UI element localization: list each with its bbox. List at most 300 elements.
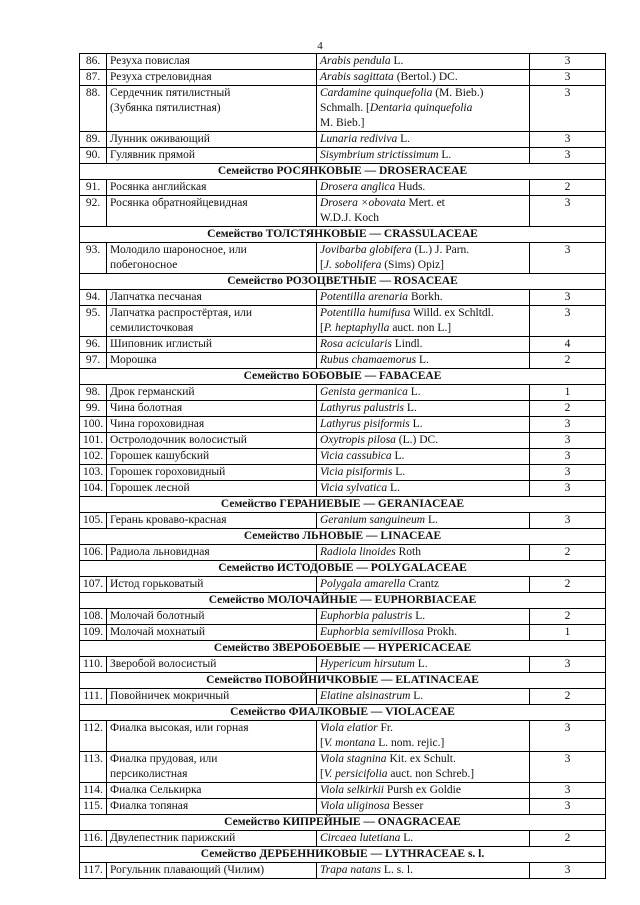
latin-name-cell — [317, 465, 530, 481]
row-number: 90. — [80, 148, 107, 164]
author: Borkh. — [408, 291, 443, 303]
family-label: Семейство ЛЬНОВЫЕ — LINACEAE — [80, 529, 606, 545]
species-row — [80, 86, 606, 132]
latin-name-cell — [317, 337, 530, 353]
author: L. — [412, 610, 426, 622]
author: L. — [397, 133, 410, 145]
latin-name-cell — [317, 783, 530, 799]
latin-name: Vicia sylvatica — [320, 482, 388, 494]
synonym-author: auct. non Schreb.] — [387, 768, 475, 780]
synonym-latin: Dentaria quinquefolia — [369, 102, 473, 114]
latin-name-cell — [317, 54, 530, 70]
status-category: 2 — [530, 689, 606, 705]
synonym-author: auct. non L.] — [389, 322, 452, 334]
status-category: 3 — [530, 657, 606, 673]
species-row — [80, 513, 606, 529]
author: (Bertol.) DC. — [393, 71, 458, 83]
row-number: 114. — [80, 783, 107, 799]
author: (M. Bieb.) — [432, 87, 484, 99]
author: L. — [425, 514, 438, 526]
species-row — [80, 863, 606, 879]
latin-name-cell — [317, 609, 530, 625]
latin-name: Vicia cassubica — [320, 450, 392, 462]
russian-name-cell — [107, 148, 317, 164]
species-row — [80, 783, 606, 799]
status-category: 3 — [530, 306, 606, 337]
russian-name-cell — [107, 433, 317, 449]
row-number: 101. — [80, 433, 107, 449]
row-number: 96. — [80, 337, 107, 353]
row-number: 102. — [80, 449, 107, 465]
row-number: 95. — [80, 306, 107, 337]
russian-name: Дрок германский — [110, 386, 195, 398]
status-category: 2 — [530, 401, 606, 417]
russian-name: Лапчатка распростёртая, или — [110, 307, 253, 319]
status-category: 3 — [530, 148, 606, 164]
russian-name-cell — [107, 783, 317, 799]
row-number: 106. — [80, 545, 107, 561]
species-row — [80, 306, 606, 337]
author: L. s. l. — [381, 864, 413, 876]
latin-name: Genista germanica — [320, 386, 408, 398]
species-row — [80, 657, 606, 673]
latin-name-cell — [317, 417, 530, 433]
row-number: 108. — [80, 609, 107, 625]
author: (L.) J. Parn. — [411, 244, 470, 256]
russian-name-cell — [107, 545, 317, 561]
latin-name: Geranium sanguineum — [320, 514, 426, 526]
latin-name-cell — [317, 831, 530, 847]
synonym-author: M. Bieb.] — [320, 117, 365, 129]
latin-name-cell — [317, 290, 530, 306]
latin-name: Viola selkirkii — [320, 784, 384, 796]
russian-name-cell — [107, 609, 317, 625]
russian-name-cont: (Зубянка пятилистная) — [110, 102, 221, 114]
status-category: 3 — [530, 863, 606, 879]
latin-name-cell — [317, 752, 530, 783]
family-header-row — [80, 369, 606, 385]
russian-name-cell — [107, 863, 317, 879]
latin-name: Viola uliginosa — [320, 800, 390, 812]
latin-name: Polygala amarella — [320, 578, 406, 590]
family-label: Семейство КИПРЕЙНЫЕ — ONAGRACEAE — [80, 815, 606, 831]
russian-name: Фиалка прудовая, или — [110, 753, 218, 765]
russian-name-cell — [107, 799, 317, 815]
latin-name: Euphorbia semivillosa — [320, 626, 424, 638]
status-category: 2 — [530, 353, 606, 369]
author: Willd. ex Schltdl. — [410, 307, 494, 319]
latin-name: Lathyrus palustris — [320, 402, 405, 414]
author: Roth — [395, 546, 421, 558]
russian-name-cell — [107, 243, 317, 274]
family-header-row — [80, 641, 606, 657]
russian-name-cell — [107, 831, 317, 847]
row-number: 98. — [80, 385, 107, 401]
row-number: 100. — [80, 417, 107, 433]
russian-name: Двулепестник парижский — [110, 832, 236, 844]
row-number: 111. — [80, 689, 107, 705]
russian-name: Фиалка топяная — [110, 800, 189, 812]
synonym: [V. persicifolia auct. non Schreb.] — [320, 768, 475, 780]
author: Crantz — [405, 578, 440, 590]
russian-name: Морошка — [110, 354, 157, 366]
latin-name-cell — [317, 513, 530, 529]
species-row — [80, 799, 606, 815]
russian-name-cell — [107, 86, 317, 132]
family-label: Семейство ЗВЕРОБОЕВЫЕ — HYPERICACEAE — [80, 641, 606, 657]
author: L. — [404, 402, 417, 414]
row-number: 112. — [80, 721, 107, 752]
latin-name-cell — [317, 385, 530, 401]
status-category: 3 — [530, 721, 606, 752]
russian-name-cell — [107, 180, 317, 196]
species-row — [80, 433, 606, 449]
synonym: [V. montana L. nom. rejic.] — [320, 737, 445, 749]
russian-name-cell — [107, 721, 317, 752]
status-category: 3 — [530, 433, 606, 449]
synonym-latin: V. montana — [323, 737, 376, 749]
russian-name: Остролодочник волосистый — [110, 434, 247, 446]
russian-name: Радиола льновидная — [110, 546, 210, 558]
russian-name-cell — [107, 513, 317, 529]
russian-name-cell — [107, 449, 317, 465]
latin-name-cell — [317, 863, 530, 879]
latin-name-cell — [317, 86, 530, 132]
family-label: Семейство РОЗОЦВЕТНЫЕ — ROSACEAE — [80, 274, 606, 290]
species-row — [80, 577, 606, 593]
author: L. — [387, 482, 400, 494]
latin-name: Rubus chamaemorus — [320, 354, 417, 366]
species-row — [80, 465, 606, 481]
row-number: 115. — [80, 799, 107, 815]
family-label: Семейство РОСЯНКОВЫЕ — DROSERACEAE — [80, 164, 606, 180]
species-row — [80, 752, 606, 783]
russian-name: Истод горьковатый — [110, 578, 204, 590]
species-row — [80, 353, 606, 369]
russian-name: Молочай мохнатый — [110, 626, 206, 638]
russian-name: Рогульник плавающий (Чилим) — [110, 864, 265, 876]
author: Huds. — [395, 181, 426, 193]
status-category: 3 — [530, 243, 606, 274]
author-cont: W.D.J. Koch — [320, 212, 379, 224]
family-header-row — [80, 673, 606, 689]
latin-name: Arabis pendula — [320, 55, 391, 67]
russian-name: Резуха повислая — [110, 55, 190, 67]
russian-name: Молодило шароносное, или — [110, 244, 247, 256]
row-number: 109. — [80, 625, 107, 641]
family-header-row — [80, 847, 606, 863]
russian-name-cell — [107, 306, 317, 337]
status-category: 2 — [530, 545, 606, 561]
latin-name-cell — [317, 148, 530, 164]
latin-name: Cardamine quinquefolia — [320, 87, 433, 99]
species-row — [80, 54, 606, 70]
latin-name: Sisymbrium strictissimum — [320, 149, 439, 161]
family-label: Семейство ИСТОДОВЫЕ — POLYGALACEAE — [80, 561, 606, 577]
russian-name-cell — [107, 689, 317, 705]
status-category: 3 — [530, 86, 606, 132]
latin-name: Lathyrus pisiformis — [320, 418, 410, 430]
species-row — [80, 290, 606, 306]
latin-name: Circaea lutetiana — [320, 832, 401, 844]
synonym-latin: P. heptaphylla — [323, 322, 390, 334]
species-row — [80, 721, 606, 752]
status-category: 3 — [530, 465, 606, 481]
status-category: 2 — [530, 609, 606, 625]
synonym-latin: J. sobolifera — [323, 259, 382, 271]
russian-name-cell — [107, 752, 317, 783]
latin-name-cell — [317, 799, 530, 815]
status-category: 3 — [530, 70, 606, 86]
latin-name-cell — [317, 306, 530, 337]
row-number: 110. — [80, 657, 107, 673]
status-category: 3 — [530, 54, 606, 70]
latin-name-cell — [317, 625, 530, 641]
family-header-row — [80, 815, 606, 831]
latin-name: Viola elatior — [320, 722, 378, 734]
latin-name-cell — [317, 180, 530, 196]
status-category: 3 — [530, 783, 606, 799]
latin-name-cell — [317, 689, 530, 705]
species-row — [80, 417, 606, 433]
family-header-row — [80, 561, 606, 577]
latin-name: Arabis sagittata — [320, 71, 394, 83]
status-category: 3 — [530, 196, 606, 227]
family-header-row — [80, 497, 606, 513]
row-number: 88. — [80, 86, 107, 132]
latin-name-cell — [317, 243, 530, 274]
russian-name-cell — [107, 401, 317, 417]
russian-name-cell — [107, 54, 317, 70]
species-row — [80, 148, 606, 164]
row-number: 107. — [80, 577, 107, 593]
family-header-row — [80, 164, 606, 180]
author: Pursh ex Goldie — [383, 784, 461, 796]
species-row — [80, 70, 606, 86]
status-category: 3 — [530, 752, 606, 783]
status-category: 1 — [530, 625, 606, 641]
row-number: 89. — [80, 132, 107, 148]
russian-name: Герань кроваво-красная — [110, 514, 227, 526]
synonym: [J. sobolifera (Sims) Opiz] — [320, 259, 444, 271]
synonym: [P. heptaphylla auct. non L.] — [320, 322, 452, 334]
latin-name: Drosera ×obovata — [320, 197, 406, 209]
row-number: 116. — [80, 831, 107, 847]
row-number: 93. — [80, 243, 107, 274]
russian-name-cell — [107, 481, 317, 497]
russian-name: Резуха стреловидная — [110, 71, 212, 83]
russian-name: Сердечник пятилистный — [110, 87, 231, 99]
latin-name: Viola stagnina — [320, 753, 387, 765]
page-number: 4 — [317, 40, 323, 52]
russian-name-cell — [107, 385, 317, 401]
russian-name-cell — [107, 417, 317, 433]
species-row — [80, 689, 606, 705]
species-row — [80, 481, 606, 497]
species-row — [80, 243, 606, 274]
russian-name-cont: побегоносное — [110, 259, 178, 271]
status-category: 4 — [530, 337, 606, 353]
author: L. — [409, 418, 423, 430]
russian-name: Лапчатка песчаная — [110, 291, 202, 303]
russian-name-cell — [107, 577, 317, 593]
russian-name: Зверобой волосистый — [110, 658, 217, 670]
family-label: Семейство БОБОВЫЕ — FABACEAE — [80, 369, 606, 385]
row-number: 86. — [80, 54, 107, 70]
family-label: Семейство ГЕРАНИЕВЫЕ — GERANIACEAE — [80, 497, 606, 513]
latin-name: Potentilla arenaria — [320, 291, 409, 303]
latin-name-cell — [317, 196, 530, 227]
author: (L.) DC. — [395, 434, 439, 446]
status-category: 3 — [530, 417, 606, 433]
family-header-row — [80, 227, 606, 243]
family-header-row — [80, 593, 606, 609]
russian-name: Горошек кашубский — [110, 450, 210, 462]
family-header-row — [80, 274, 606, 290]
species-row — [80, 609, 606, 625]
species-row — [80, 132, 606, 148]
russian-name: Росянка английская — [110, 181, 207, 193]
russian-name-cell — [107, 465, 317, 481]
latin-name: Vicia pisiformis — [320, 466, 393, 478]
latin-name-cell — [317, 545, 530, 561]
status-category: 2 — [530, 180, 606, 196]
row-number: 92. — [80, 196, 107, 227]
russian-name: Гулявник прямой — [110, 149, 196, 161]
russian-name-cell — [107, 70, 317, 86]
row-number: 117. — [80, 863, 107, 879]
author: Prokh. — [423, 626, 458, 638]
synonym-author: (Sims) Opiz] — [381, 259, 444, 271]
status-category: 3 — [530, 481, 606, 497]
russian-name: Росянка обратнояйцевидная — [110, 197, 248, 209]
russian-name-cell — [107, 132, 317, 148]
author: L. — [391, 450, 405, 462]
latin-name: Drosera anglica — [320, 181, 396, 193]
family-label: Семейство МОЛОЧАЙНЫЕ — EUPHORBIACEAE — [80, 593, 606, 609]
status-category: 3 — [530, 513, 606, 529]
row-number: 105. — [80, 513, 107, 529]
latin-name-cell — [317, 449, 530, 465]
russian-name-cell — [107, 353, 317, 369]
species-row — [80, 625, 606, 641]
status-category: 3 — [530, 290, 606, 306]
russian-name: Повойничек мокричный — [110, 690, 230, 702]
synonym-latin: V. persicifolia — [323, 768, 388, 780]
latin-name: Oxytropis pilosa — [320, 434, 396, 446]
family-label: Семейство ПОВОЙНИЧКОВЫЕ — ELATINACEAE — [80, 673, 606, 689]
latin-name: Potentilla humifusa — [320, 307, 411, 319]
author: L. — [416, 354, 429, 366]
status-category: 3 — [530, 449, 606, 465]
latin-name-cell — [317, 481, 530, 497]
latin-name-cell — [317, 401, 530, 417]
status-category: 2 — [530, 831, 606, 847]
russian-name-cell — [107, 337, 317, 353]
species-row — [80, 337, 606, 353]
russian-name-cell — [107, 625, 317, 641]
latin-name: Radiola linoides — [320, 546, 396, 558]
russian-name: Чина болотная — [110, 402, 183, 414]
family-label: Семейство ДЕРБЕННИКОВЫЕ — LYTHRACEAE s. l. — [80, 847, 606, 863]
family-label: Семейство ФИАЛКОВЫЕ — VIOLACEAE — [80, 705, 606, 721]
status-category: 3 — [530, 132, 606, 148]
synonym-author: L. nom. rejic.] — [375, 737, 445, 749]
latin-name-cell — [317, 353, 530, 369]
latin-name: Hypericum hirsutum — [320, 658, 415, 670]
author-cont: Schmalh. [ — [320, 102, 370, 114]
status-category: 2 — [530, 577, 606, 593]
family-header-row — [80, 705, 606, 721]
author: L. — [390, 55, 404, 67]
species-row — [80, 180, 606, 196]
family-header-row — [80, 529, 606, 545]
russian-name-cont: персиколистная — [110, 768, 188, 780]
russian-name-cell — [107, 290, 317, 306]
family-label: Семейство ТОЛСТЯНКОВЫЕ — CRASSULACEAE — [80, 227, 606, 243]
latin-name-cell — [317, 721, 530, 752]
latin-name: Trapa natans — [320, 864, 382, 876]
latin-name-cell — [317, 433, 530, 449]
author: Lindl. — [391, 338, 423, 350]
author: Kit. ex Schult. — [386, 753, 456, 765]
russian-name: Шиповник иглистый — [110, 338, 213, 350]
row-number: 104. — [80, 481, 107, 497]
species-table-body — [80, 54, 606, 879]
author: Mert. et — [405, 197, 445, 209]
row-number: 87. — [80, 70, 107, 86]
species-row — [80, 831, 606, 847]
author: L. — [414, 658, 428, 670]
latin-name: Lunaria rediviva — [320, 133, 398, 145]
russian-name: Горошек гороховидный — [110, 466, 226, 478]
latin-name: Rosa acicularis — [320, 338, 392, 350]
latin-name: Elatine alsinastrum — [320, 690, 411, 702]
status-category: 1 — [530, 385, 606, 401]
russian-name: Чина гороховидная — [110, 418, 205, 430]
species-table — [79, 53, 606, 879]
russian-name: Фиалка высокая, или горная — [110, 722, 249, 734]
latin-name-cell — [317, 132, 530, 148]
status-category: 3 — [530, 799, 606, 815]
species-row — [80, 449, 606, 465]
russian-name-cell — [107, 196, 317, 227]
row-number: 103. — [80, 465, 107, 481]
author: L. — [400, 832, 414, 844]
latin-name: Jovibarba globifera — [320, 244, 412, 256]
latin-name: Euphorbia palustris — [320, 610, 413, 622]
row-number: 97. — [80, 353, 107, 369]
russian-name-cell — [107, 657, 317, 673]
species-row — [80, 196, 606, 227]
author: L. — [407, 386, 421, 398]
species-row — [80, 401, 606, 417]
russian-name: Фиалка Селькирка — [110, 784, 202, 796]
author: Fr. — [377, 722, 393, 734]
row-number: 113. — [80, 752, 107, 783]
author: L. — [410, 690, 424, 702]
row-number: 91. — [80, 180, 107, 196]
latin-name-cell — [317, 70, 530, 86]
author: L. — [392, 466, 406, 478]
species-row — [80, 545, 606, 561]
latin-name-cell — [317, 657, 530, 673]
row-number: 94. — [80, 290, 107, 306]
row-number: 99. — [80, 401, 107, 417]
russian-name-cont: семилисточковая — [110, 322, 194, 334]
species-row — [80, 385, 606, 401]
author: Besser — [389, 800, 424, 812]
